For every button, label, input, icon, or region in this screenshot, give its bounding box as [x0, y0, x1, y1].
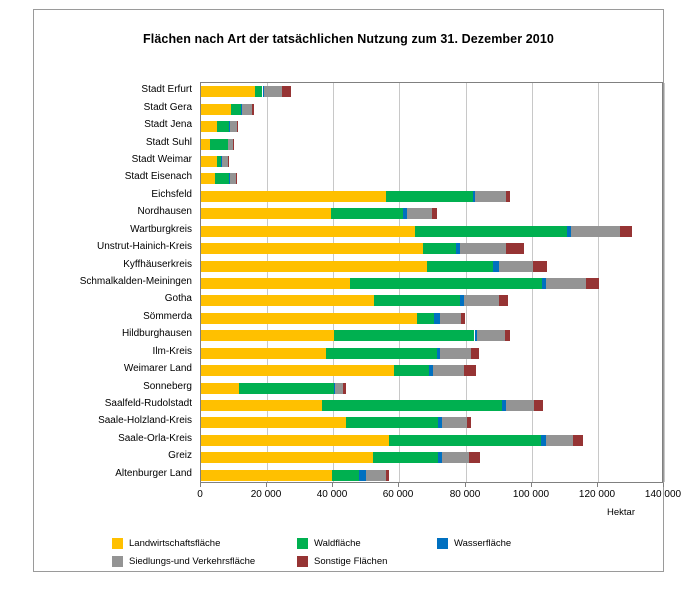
bar-row	[201, 313, 664, 324]
bar-segment	[469, 452, 481, 463]
x-axis-tick-label: 140 000	[644, 489, 682, 500]
y-axis-tick-label: Stadt Erfurt	[141, 84, 192, 96]
y-axis-tick-label: Stadt Gera	[143, 101, 192, 113]
bar-segment	[264, 86, 282, 97]
bar-segment	[201, 330, 334, 341]
bar-segment	[586, 278, 599, 289]
x-axis-tickmark	[531, 483, 532, 487]
bar-row	[201, 226, 664, 237]
legend-swatch-waldflaeche	[297, 538, 308, 549]
y-axis-tick-label: Altenburger Land	[115, 467, 192, 479]
bar-segment	[231, 104, 241, 115]
bar-segment	[571, 226, 619, 237]
y-axis-tick-label: Saale-Holzland-Kreis	[98, 415, 192, 427]
y-axis-tick-label: Wartburgkreis	[130, 223, 192, 235]
y-axis-tick-label: Stadt Suhl	[145, 136, 192, 148]
bar-segment	[467, 417, 471, 428]
bar-segment	[389, 435, 541, 446]
legend-swatch-landwirtschaftsflaeche	[112, 538, 123, 549]
legend-item-waldflaeche	[297, 538, 437, 549]
legend-label-wasserflaeche: Wasserfläche	[454, 538, 512, 549]
y-axis-tick-label: Eichsfeld	[151, 188, 192, 200]
legend-row-1	[112, 538, 572, 549]
bar-segment	[201, 261, 427, 272]
bar-segment	[242, 104, 252, 115]
bar-segment	[366, 470, 386, 481]
x-axis-tickmark	[597, 483, 598, 487]
bar-segment	[233, 139, 234, 150]
bar-segment	[217, 121, 230, 132]
y-axis-tick-label: Saalfeld-Rudolstadt	[104, 398, 192, 410]
bar-segment	[573, 435, 583, 446]
bar-segment	[350, 278, 542, 289]
x-axis-tick-label: 100 000	[512, 489, 550, 500]
bar-row	[201, 261, 664, 272]
bar-segment	[201, 243, 423, 254]
bar-segment	[201, 417, 346, 428]
bar-segment	[433, 365, 464, 376]
bar-segment	[201, 400, 322, 411]
bar-segment	[201, 139, 210, 150]
bar-segment	[201, 191, 386, 202]
x-axis-tick-label: 20 000	[250, 489, 282, 500]
bar-segment	[427, 261, 493, 272]
bar-segment	[322, 400, 502, 411]
bar-segment	[343, 383, 346, 394]
legend-swatch-wasserflaeche	[437, 538, 448, 549]
bar-segment	[475, 191, 505, 202]
bar-segment	[215, 173, 230, 184]
bar-segment	[239, 383, 333, 394]
bar-segment	[228, 156, 229, 167]
bar-segment	[346, 417, 439, 428]
bar-segment	[201, 348, 326, 359]
bar-segment	[499, 261, 533, 272]
bar-segment	[236, 173, 237, 184]
chart-frame	[33, 9, 682, 572]
bar-segment	[374, 295, 460, 306]
bar-segment	[464, 365, 477, 376]
legend-label-siedlungs-und-verkehrsflaeche: Siedlungs-und Verkehrsfläche	[129, 556, 256, 567]
bar-segment	[201, 295, 374, 306]
bar-segment	[201, 435, 389, 446]
bar-row	[201, 208, 664, 219]
plot-area	[200, 82, 663, 483]
legend-label-waldflaeche: Waldfläche	[314, 538, 361, 549]
bar-segment	[440, 313, 461, 324]
x-axis-tick-label: 40 000	[316, 489, 348, 500]
bar-segment	[499, 295, 508, 306]
bar-segment	[359, 470, 366, 481]
legend-label-sonstige-flaechen: Sonstige Flächen	[314, 556, 388, 567]
x-axis-tickmark	[398, 483, 399, 487]
bar-segment	[386, 191, 474, 202]
bar-segment	[464, 295, 499, 306]
bar-row	[201, 278, 664, 289]
bar-segment	[201, 278, 350, 289]
bar-row	[201, 435, 664, 446]
bar-row	[201, 295, 664, 306]
bar-segment	[332, 470, 359, 481]
chart-legend	[112, 538, 572, 574]
bar-segment	[477, 330, 505, 341]
bar-row	[201, 383, 664, 394]
y-axis-tick-label: Sömmerda	[143, 310, 192, 322]
legend-item-sonstige-flaechen	[297, 556, 387, 567]
legend-swatch-siedlungs-und-verkehrsflaeche	[112, 556, 123, 567]
bar-segment	[506, 400, 534, 411]
y-axis-tick-label: Schmalkalden-Meiningen	[79, 276, 192, 287]
y-axis-tick-label: Stadt Weimar	[131, 153, 192, 165]
chart-title: Flächen nach Art der tatsächlichen Nutzung zum 31. Dezember 2010	[143, 32, 554, 46]
bar-segment	[201, 208, 331, 219]
bar-row	[201, 348, 664, 359]
x-axis-tickmark	[465, 483, 466, 487]
y-axis-tick-label: Unstrut-Hainich-Kreis	[96, 241, 192, 253]
bar-segment	[460, 243, 506, 254]
bar-row	[201, 121, 664, 132]
gridline-140000	[664, 83, 665, 482]
bar-segment	[326, 348, 438, 359]
bar-segment	[201, 86, 255, 97]
bar-segment	[201, 173, 215, 184]
bar-segment	[394, 365, 429, 376]
bar-segment	[201, 365, 394, 376]
bar-segment	[533, 261, 547, 272]
bar-row	[201, 104, 664, 115]
legend-item-landwirtschaftsflaeche	[112, 538, 297, 549]
bar-row	[201, 173, 664, 184]
bar-segment	[442, 417, 466, 428]
bar-segment	[331, 208, 403, 219]
bar-segment	[407, 208, 432, 219]
legend-item-wasserflaeche	[437, 538, 511, 549]
x-axis-title: Hektar	[607, 507, 635, 518]
bar-segment	[222, 156, 229, 167]
bar-row	[201, 156, 664, 167]
bar-segment	[201, 226, 415, 237]
bar-segment	[373, 452, 438, 463]
bar-segment	[201, 313, 417, 324]
bar-segment	[255, 86, 263, 97]
legend-swatch-sonstige-flaechen	[297, 556, 308, 567]
bar-segment	[461, 313, 465, 324]
bar-row	[201, 365, 664, 376]
bar-segment	[201, 121, 217, 132]
x-axis-tickmark	[266, 483, 267, 487]
bar-row	[201, 400, 664, 411]
legend-item-siedlungs-und-verkehrsflaeche	[112, 556, 297, 567]
y-axis-tick-label: Stadt Eisenach	[124, 171, 192, 183]
bar-row	[201, 139, 664, 150]
legend-label-landwirtschaftsflaeche: Landwirtschaftsfläche	[129, 538, 221, 549]
bar-segment	[230, 121, 237, 132]
bar-segment	[417, 313, 434, 324]
bar-row	[201, 191, 664, 202]
bar-segment	[423, 243, 455, 254]
bar-segment	[415, 226, 567, 237]
bar-segment	[201, 104, 231, 115]
bar-segment	[546, 435, 572, 446]
bar-row	[201, 470, 664, 481]
y-axis-tick-label: Nordhausen	[137, 206, 192, 218]
bar-segment	[506, 243, 524, 254]
bar-segment	[546, 278, 586, 289]
y-axis-tick-label: Gotha	[164, 293, 192, 305]
y-axis-tick-label: Hildburghausen	[121, 328, 192, 340]
y-axis-tick-label: Stadt Jena	[144, 119, 192, 131]
bar-segment	[201, 452, 373, 463]
legend-row-2	[112, 556, 572, 567]
bar-segment	[282, 86, 291, 97]
bar-segment	[506, 191, 510, 202]
y-axis-tick-label: Saale-Orla-Kreis	[118, 432, 192, 444]
bar-row	[201, 330, 664, 341]
y-axis-tick-label: Sonneberg	[143, 380, 192, 392]
bar-row	[201, 243, 664, 254]
bar-segment	[442, 452, 468, 463]
bar-segment	[386, 470, 388, 481]
bar-segment	[334, 330, 474, 341]
bar-segment	[620, 226, 633, 237]
x-axis-tick-label: 60 000	[382, 489, 414, 500]
y-axis-tick-label: Weimarer Land	[123, 363, 192, 375]
y-axis-tick-label: Kyffhäuserkreis	[123, 258, 192, 270]
bar-row	[201, 417, 664, 428]
bar-segment	[432, 208, 437, 219]
bar-segment	[505, 330, 510, 341]
x-axis-tick-label: 80 000	[449, 489, 481, 500]
bar-row	[201, 452, 664, 463]
bar-segment	[201, 470, 332, 481]
y-axis-tick-label: Ilm-Kreis	[152, 345, 192, 357]
x-axis-tickmark	[663, 483, 664, 487]
bar-segment	[201, 383, 239, 394]
bar-segment	[237, 121, 238, 132]
x-axis-tickmark	[200, 483, 201, 487]
x-axis-tick-label: 0	[197, 489, 203, 500]
bar-segment	[252, 104, 253, 115]
x-axis-tickmark	[332, 483, 333, 487]
bar-segment	[210, 139, 228, 150]
bar-segment	[201, 156, 217, 167]
bar-row	[201, 86, 664, 97]
bar-segment	[440, 348, 470, 359]
y-axis-tick-label: Greiz	[168, 450, 192, 462]
bar-segment	[534, 400, 543, 411]
x-axis-tick-label: 120 000	[578, 489, 616, 500]
bar-segment	[335, 383, 343, 394]
bar-segment	[471, 348, 479, 359]
